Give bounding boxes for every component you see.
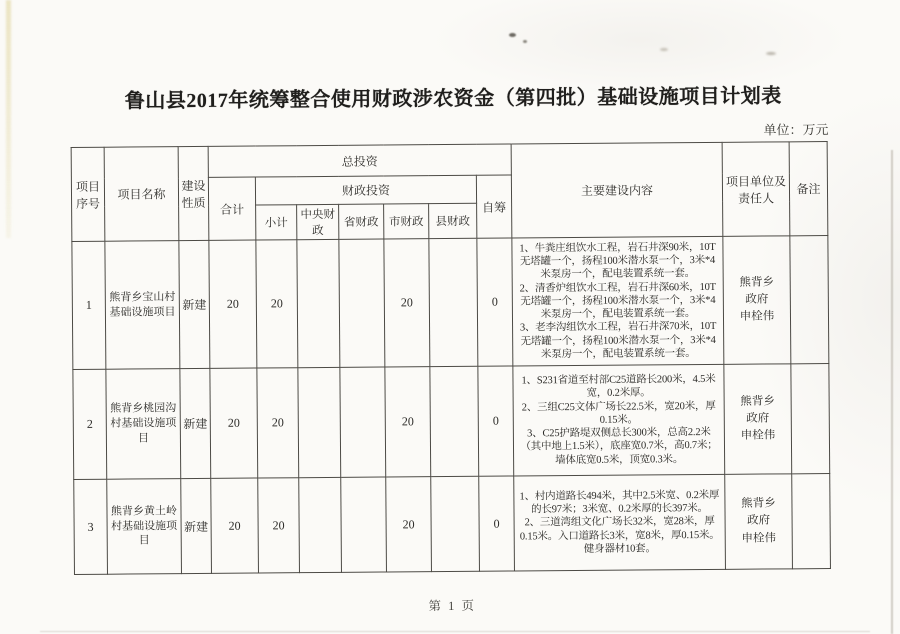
cell-county	[430, 366, 479, 476]
cell-unit-person: 熊背乡 政府 申栓伟	[724, 364, 792, 475]
header-nature: 建设性质	[178, 146, 209, 240]
cell-seq: 3	[74, 479, 108, 574]
cell-subtotal: 20	[258, 478, 300, 573]
cell-central	[298, 367, 341, 477]
cell-provincial	[341, 477, 387, 572]
document-title: 鲁山县2017年统筹整合使用财政涉农资金（第四批）基础设施项目计划表	[124, 85, 782, 113]
cell-seq: 2	[73, 369, 107, 479]
cell-municipal: 20	[384, 239, 430, 367]
header-seq: 项目序号	[71, 147, 105, 241]
cell-subtotal: 20	[257, 368, 299, 478]
table-row	[73, 364, 830, 480]
header-unit-person: 项目单位及责任人	[722, 142, 790, 237]
content-item: 2、三道湾组文化广场长32米，宽28米，厚0.15米。入口道路长3米，宽8米，厚0.15米。健身器材10套。	[519, 516, 720, 555]
cell-provincial	[339, 239, 385, 367]
content-item: 2、清香炉组饮水工程，岩石井深60米，10T无塔罐一个，扬程100米潜水泵一个，3米*4米泵房一个，配电装置系统一套。	[519, 281, 716, 321]
header-main-content: 主要建设内容	[511, 142, 723, 238]
cell-total: 20	[211, 478, 259, 573]
cell-seq: 1	[72, 241, 106, 369]
cell-main-content	[512, 236, 724, 366]
cell-main-content	[514, 474, 726, 571]
project-plan-table	[71, 141, 831, 575]
cell-self-raised: 0	[479, 476, 515, 571]
cell-unit-person: 熊背乡 政府 申栓伟	[725, 474, 793, 570]
page-number: 第 1 页	[428, 598, 477, 614]
content-item: 1、村内道路长494米，其中2.5米宽、0.2米厚的长97米；3米宽、0.2米厚的长397米。	[519, 489, 720, 516]
cell-provincial	[340, 367, 386, 477]
cell-unit-person: 熊背乡 政府 申栓伟	[723, 236, 791, 365]
cell-central	[297, 239, 340, 367]
content-item: 2、三组C25文体广场长22.5米，宽20米，厚0.15米。	[521, 400, 716, 426]
cell-project-name: 熊背乡宝山村基础设施项目	[105, 241, 180, 370]
content-item: 3、老李沟组饮水工程，岩石井深70米，10T无塔罐一个，扬程100米潜水泵一个，3米*4米泵房一个，配电装置系统一套。	[519, 321, 717, 361]
cell-subtotal: 20	[256, 240, 298, 368]
cell-project-name: 熊背乡黄土岭村基础设施项目	[107, 479, 182, 575]
cell-county	[431, 476, 480, 571]
cell-project-name: 熊背乡桃园沟村基础设施项目	[106, 369, 181, 480]
header-provincial: 省财政	[339, 204, 384, 239]
header-remark: 备注	[789, 142, 828, 236]
table-row	[74, 474, 831, 575]
cell-remark	[791, 364, 830, 474]
cell-nature: 新建	[181, 478, 212, 573]
cell-remark	[792, 474, 831, 569]
header-county: 县财政	[429, 203, 477, 238]
cell-nature: 新建	[180, 368, 211, 478]
cell-total: 20	[209, 240, 257, 368]
cell-self-raised: 0	[477, 238, 513, 366]
content-item: 1、牛粪庄组饮水工程，岩石井深90米，10T无塔罐一个，扬程100米潜水泵一个，3米*4米泵房一个，配电装置系统一套。	[519, 241, 716, 281]
header-total-investment: 总投资	[208, 144, 511, 177]
header-subtotal: 小计	[256, 205, 297, 240]
cell-total: 20	[210, 368, 258, 478]
scan-edge-artifact-bottom	[40, 631, 870, 632]
header-project-name: 项目名称	[104, 147, 179, 242]
unit-label: 单位：万元	[763, 122, 829, 138]
cell-county	[429, 238, 478, 366]
content-item: 3、C25护路堤双侧总长300米，总高2.2米（其中地上1.5米），底座宽0.7米，高0.7米；墙体底宽0.5米，顶宽0.3米。	[520, 427, 718, 466]
content-item: 1、S231省道至村部C25道路长200米，4.5米宽，0.2米厚。	[521, 373, 716, 400]
cell-self-raised: 0	[478, 366, 514, 476]
cell-municipal: 20	[385, 367, 431, 477]
cell-municipal: 20	[386, 477, 432, 572]
header-municipal: 市财政	[384, 204, 429, 239]
cell-nature: 新建	[179, 240, 210, 368]
cell-main-content	[513, 364, 725, 476]
header-central: 中央财政	[297, 204, 339, 239]
header-fiscal-investment: 财政投资	[255, 175, 476, 205]
table-row	[72, 236, 829, 370]
header-total: 合计	[208, 177, 255, 240]
header-self-raised: 自筹	[476, 175, 511, 238]
cell-central	[299, 477, 342, 572]
cell-remark	[790, 236, 829, 364]
